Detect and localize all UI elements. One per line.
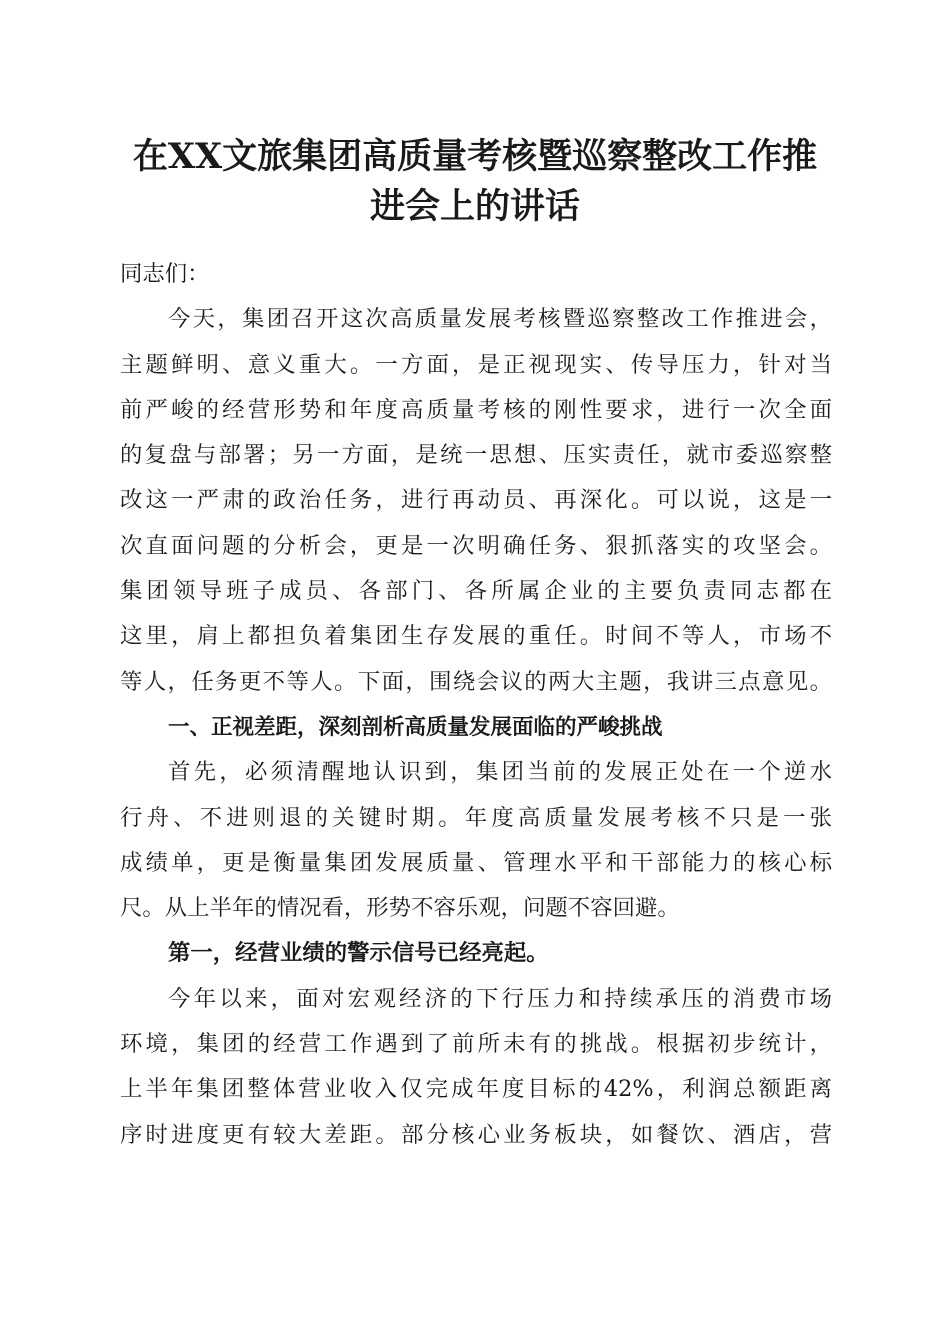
paragraph-line: 这里，肩上都担负着集团生存发展的重任。时间不等人，市场不	[120, 623, 832, 650]
paragraph-line: 今年以来，面对宏观经济的下行压力和持续承压的消费市场	[168, 985, 832, 1012]
paragraph-line: 前严峻的经营形势和年度高质量考核的刚性要求，进行一次全面	[120, 396, 832, 423]
paragraph-line: 次直面问题的分析会，更是一次明确任务、狠抓落实的攻坚会。	[120, 532, 832, 559]
paragraph-line: 集团领导班子成员、各部门、各所属企业的主要负责同志都在	[120, 578, 832, 605]
title-line-1: 在XX文旅集团高质量考核暨巡察整改工作推	[132, 136, 818, 177]
paragraph-line: 成绩单，更是衡量集团发展质量、管理水平和干部能力的核心标	[120, 849, 832, 876]
title-line-2: 进会上的讲话	[369, 186, 580, 227]
paragraph-opening	[120, 297, 832, 705]
salutation: 同志们：	[120, 261, 210, 287]
paragraph-line: 环境，集团的经营工作遇到了前所未有的挑战。根据初步统计，	[120, 1031, 832, 1058]
paragraph-line: 尺。从上半年的情况看，形势不容乐观，问题不容回避。	[120, 895, 680, 922]
paragraph-line: 序时进度更有较大差距。部分核心业务板块，如餐饮、酒店，营	[120, 1121, 832, 1148]
document-body	[120, 252, 832, 1158]
paragraph-line: 等人，任务更不等人。下面，围绕会议的两大主题，我讲三点意见。	[120, 668, 832, 695]
subsection-heading: 第一，经营业绩的警示信号已经亮起。	[168, 940, 549, 967]
paragraph-line: 今天，集团召开这次高质量发展考核暨巡察整改工作推进会，	[168, 306, 832, 333]
paragraph-line: 主题鲜明、意义重大。一方面，是正视现实、传导压力，针对当	[120, 351, 832, 378]
document-title	[100, 132, 850, 232]
paragraph-line: 上半年集团整体营业收入仅完成年度目标的42%，利润总额距离	[120, 1076, 832, 1103]
paragraph-performance	[120, 977, 832, 1158]
section-heading: 一、正视差距，深刻剖析高质量发展面临的严峻挑战	[168, 714, 663, 740]
paragraph-section-intro	[120, 750, 832, 931]
paragraph-line: 改这一严肃的政治任务，进行再动员、再深化。可以说，这是一	[120, 487, 832, 514]
paragraph-line: 行舟、不进则退的关键时期。年度高质量发展考核不只是一张	[120, 804, 832, 831]
paragraph-line: 首先，必须清醒地认识到，集团当前的发展正处在一个逆水	[168, 759, 832, 786]
paragraph-line: 的复盘与部署；另一方面，是统一思想、压实责任，就市委巡察整	[120, 442, 832, 469]
